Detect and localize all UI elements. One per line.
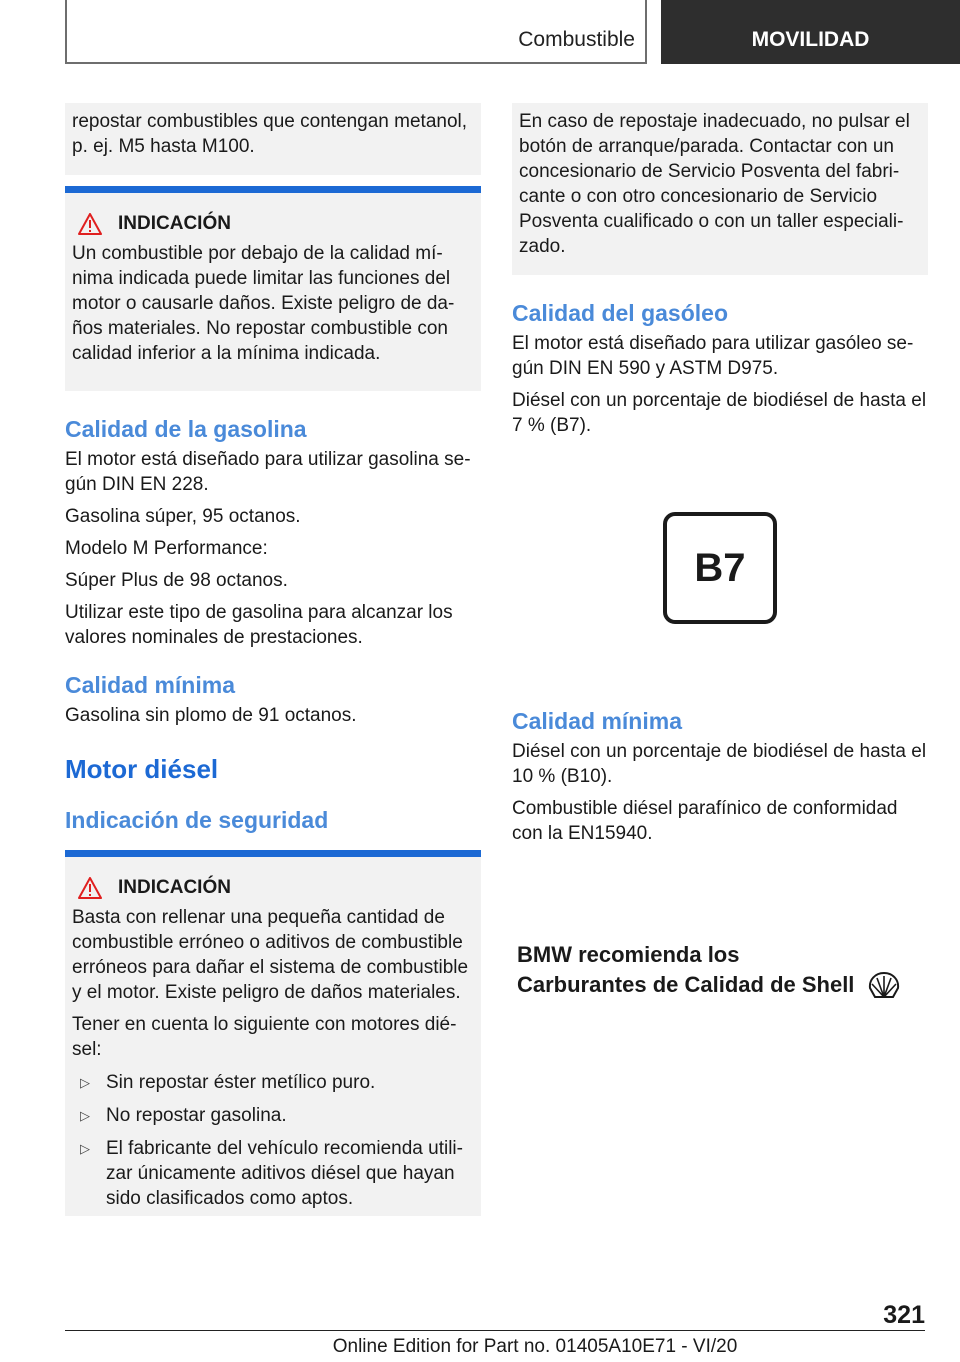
list-item bbox=[72, 1103, 473, 1128]
bullet-text: Sin repostar éster metílico puro. bbox=[106, 1072, 376, 1093]
gasoline-para-5: Utilizar este tipo de gasolina para alcanzar los valores nominales de prestaciones. bbox=[65, 602, 453, 648]
gasoline-para-4: Súper Plus de 98 octanos. bbox=[65, 570, 288, 591]
note-2-para-1: Basta con rellenar una pequeña cantidad de combustible erróneo o aditivos de combustible erróneos para dañar el sistema de combustible y el motor. Existe peligro de daños materiales. bbox=[72, 907, 469, 1003]
right-column-lower bbox=[512, 708, 928, 846]
shell-logo-icon bbox=[867, 971, 901, 1001]
diesel-para-2: Diésel con un porcentaje de biodiésel de hasta el 7 % (B7). bbox=[512, 390, 927, 436]
b7-fuel-label: B7 bbox=[663, 512, 777, 624]
heading-minimum-quality-diesel: Calidad mínima bbox=[512, 708, 682, 734]
left-column bbox=[65, 103, 481, 1216]
triangle-bullet-icon: ▷ bbox=[80, 1141, 90, 1156]
header-section-title: Combustible bbox=[518, 28, 635, 51]
diesel-para-1: El motor está diseñado para utilizar gasóleo según DIN EN 590 y ASTM D975. bbox=[512, 333, 914, 379]
shell-line-1: BMW recomienda los bbox=[517, 942, 740, 967]
shell-line-2-text: Carburantes de Calidad de Shell bbox=[517, 972, 855, 997]
note-2-bullet-list bbox=[72, 1070, 473, 1211]
warning-icon bbox=[78, 877, 102, 899]
heading-minimum-quality: Calidad mínima bbox=[65, 672, 235, 698]
note-text-1: Un combustible por debajo de la calidad mínima indicada puede limitar las funciones del motor o causarle daños. Existe peligro de daños materiales. No repostar combustible con calidad inferior a la mínima indicada. bbox=[72, 243, 455, 364]
footer-divider bbox=[65, 1330, 925, 1331]
list-item bbox=[72, 1070, 473, 1095]
shell-recommendation bbox=[517, 940, 901, 1001]
warning-icon bbox=[78, 213, 102, 235]
triangle-bullet-icon: ▷ bbox=[80, 1108, 90, 1123]
continued-text-box bbox=[512, 103, 928, 275]
diesel-min-para-1: Diésel con un porcentaje de biodiésel de hasta el 10 % (B10). bbox=[512, 741, 927, 787]
gasoline-para-2: Gasolina súper, 95 octanos. bbox=[65, 506, 301, 527]
bullet-text: El fabricante del vehículo recomienda utilizar únicamente aditivos diésel que hayan sido clasificados como aptos. bbox=[106, 1138, 463, 1209]
note-title-text: INDICACIÓN bbox=[118, 877, 231, 898]
note-box-1 bbox=[65, 186, 481, 391]
continued-text: En caso de repostaje inadecuado, no pulsar el botón de arranque/parada. Contactar con un concesionario de Servicio Posventa del fabricante o con otro concesionario de Servicio Posventa cualificado o con un taller especializado. bbox=[519, 111, 910, 257]
footer-edition-text: Online Edition for Part no. 01405A10E71 - VI/20 bbox=[332, 1336, 738, 1357]
minimum-quality-text: Gasolina sin plomo de 91 octanos. bbox=[65, 705, 357, 726]
heading-diesel-quality: Calidad del gasóleo bbox=[512, 300, 728, 326]
continued-text-box bbox=[65, 103, 481, 175]
list-item bbox=[72, 1136, 473, 1211]
heading-safety-note: Indicación de seguridad bbox=[65, 807, 329, 833]
note-title-text: INDICACIÓN bbox=[118, 213, 231, 234]
continued-text: repostar combustibles que contengan metanol, p. ej. M5 hasta M100. bbox=[72, 111, 468, 157]
triangle-bullet-icon: ▷ bbox=[80, 1075, 90, 1090]
right-column bbox=[512, 103, 928, 438]
diesel-min-para-2: Combustible diésel parafínico de conformidad con la EN15940. bbox=[512, 798, 898, 844]
gasoline-para-1: El motor está diseñado para utilizar gasolina según DIN EN 228. bbox=[65, 449, 471, 495]
header-chapter-tab: MOVILIDAD bbox=[661, 0, 960, 64]
page-number: 321 bbox=[883, 1301, 925, 1329]
shell-line-2 bbox=[517, 970, 901, 1001]
heading-diesel-engine: Motor diésel bbox=[65, 754, 219, 784]
note-box-2 bbox=[65, 850, 481, 1216]
heading-gasoline-quality: Calidad de la gasolina bbox=[65, 416, 307, 442]
note-title-1 bbox=[72, 213, 473, 235]
bullet-text: No repostar gasolina. bbox=[106, 1105, 287, 1126]
note-title-2 bbox=[72, 877, 473, 899]
note-2-para-2: Tener en cuenta lo siguiente con motores diésel: bbox=[72, 1014, 457, 1060]
gasoline-para-3: Modelo M Performance: bbox=[65, 538, 268, 559]
